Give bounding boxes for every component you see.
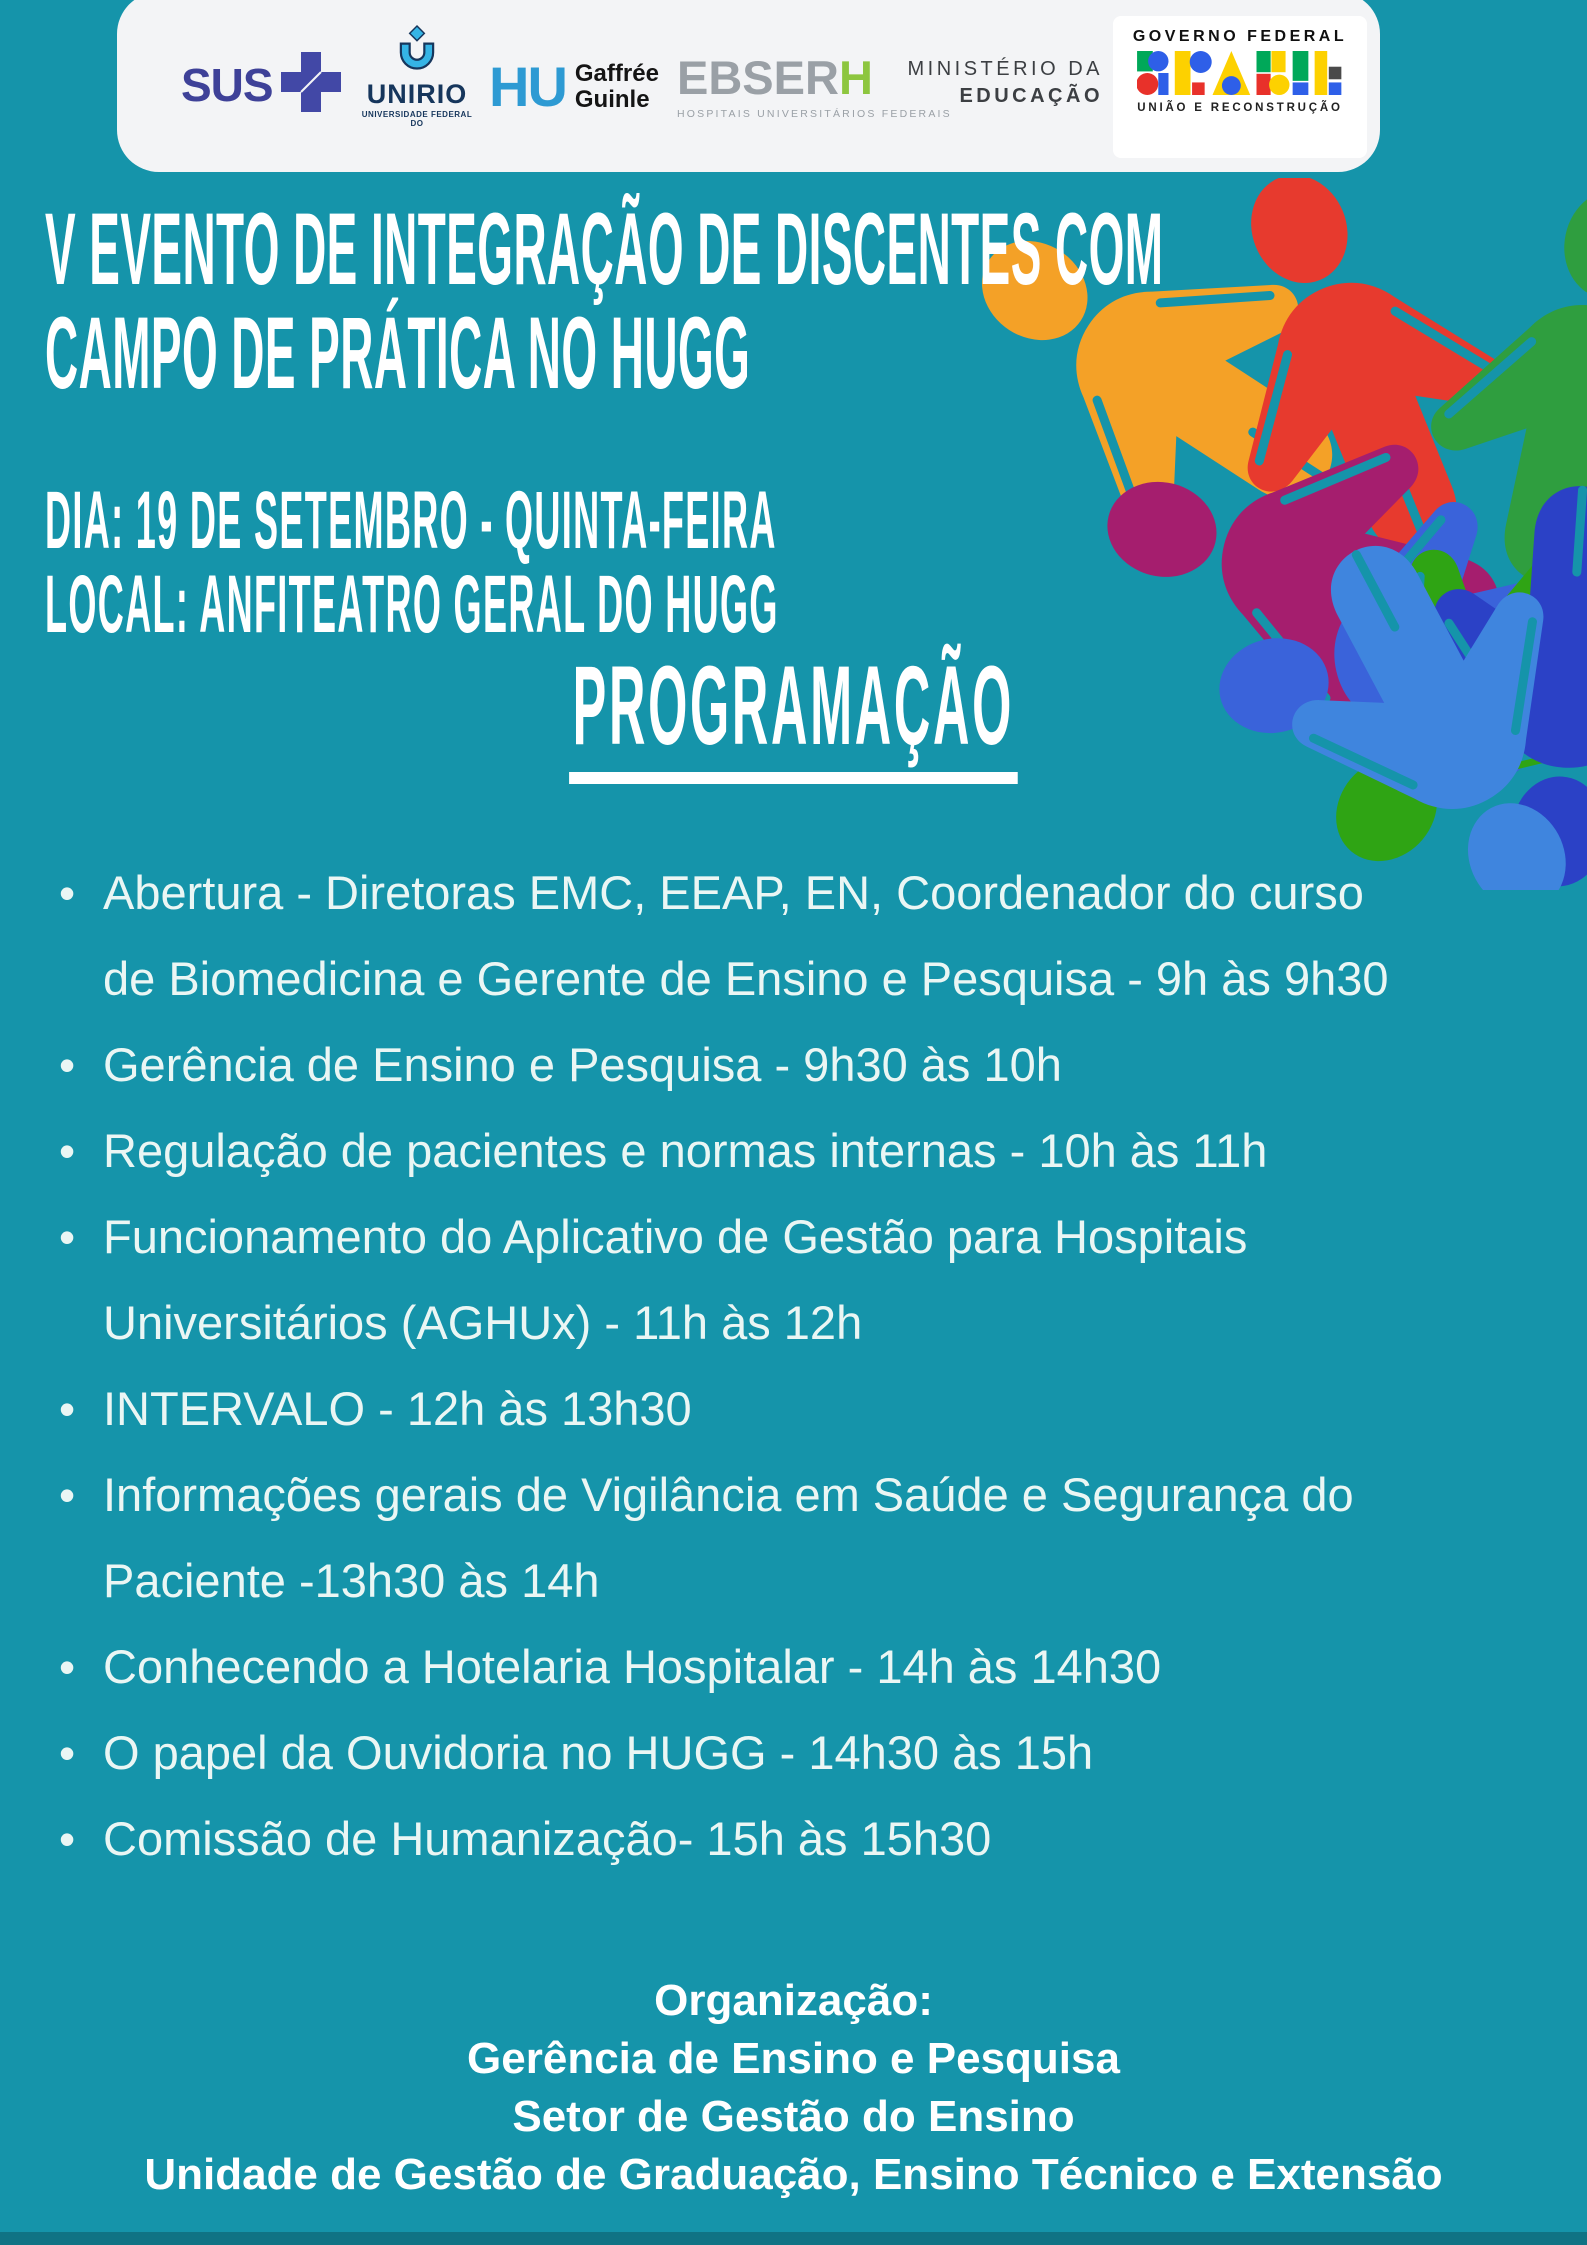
governo-federal-logo <box>1113 16 1367 158</box>
organization-footer <box>0 1972 1587 2204</box>
event-title-line2: CAMPO DE PRÁTICA NO HUGG <box>45 296 751 410</box>
mec-logo <box>905 58 1103 108</box>
brasil-logo <box>1113 51 1367 100</box>
bottom-edge-shadow <box>0 2232 1587 2245</box>
hu-name-line1: Gaffrée <box>574 59 659 87</box>
unirio-mark-icon <box>395 59 439 76</box>
program-item: • Comissão de Humanização- 15h às 15h30 <box>57 1796 1429 1882</box>
ebserh-name: EBSER <box>677 51 839 104</box>
program-list <box>57 850 1429 1882</box>
governo-federal-label: GOVERNO FEDERAL <box>1132 28 1348 45</box>
logo-bar <box>117 0 1380 172</box>
hu-name-line2: Guinle <box>574 85 650 113</box>
ebserh-h: H <box>838 51 873 104</box>
ebserh-subtitle: HOSPITAIS UNIVERSITÁRIOS FEDERAIS <box>677 108 952 120</box>
event-title-line1: V EVENTO DE INTEGRAÇÃO DE DISCENTES COM <box>45 192 1164 306</box>
event-location: LOCAL: ANFITEATRO GERAL DO HUGG <box>45 559 779 650</box>
unirio-subtitle: UNIVERSIDADE FEDERAL DO <box>361 110 473 128</box>
sus-label: SUS <box>181 58 273 111</box>
unirio-logo <box>355 24 479 128</box>
program-item: • Regulação de pacientes e normas internas - 10h às 11h <box>57 1108 1429 1194</box>
governo-federal-slogan: UNIÃO E RECONSTRUÇÃO <box>1137 102 1343 114</box>
hu-abbr: HU <box>489 55 566 118</box>
program-item: • Conhecendo a Hotelaria Hospitalar - 14h às 14h30 <box>57 1624 1429 1710</box>
program-item: • Funcionamento do Aplicativo de Gestão para Hospitais Universitários (AGHUx) - 11h às 12h <box>57 1194 1429 1366</box>
footer-line: Unidade de Gestão de Graduação, Ensino Técnico e Extensão <box>144 2150 1443 2199</box>
program-item: • Informações gerais de Vigilância em Saúde e Segurança do Paciente -13h30 às 14h <box>57 1452 1429 1624</box>
footer-line: Gerência de Ensino e Pesquisa <box>467 2034 1120 2083</box>
footer-line: Setor de Gestão do Ensino <box>512 2092 1075 2141</box>
footer-line: Organização: <box>654 1976 933 2025</box>
mec-line2: EDUCAÇÃO <box>959 85 1103 107</box>
program-item: • O papel da Ouvidoria no HUGG - 14h30 às 15h <box>57 1710 1429 1796</box>
section-heading-programacao: PROGRAMAÇÃO <box>569 650 1017 784</box>
unirio-name: UNIRIO <box>366 79 468 109</box>
program-item: • Abertura - Diretoras EMC, EEAP, EN, Coordenador do curso de Biomedicina e Gerente de Ensino e Pesquisa - 9h às 9h30 <box>57 850 1429 1022</box>
event-date: DIA: 19 DE SETEMBRO - QUINTA-FEIRA <box>45 475 777 566</box>
hu-gaffree-guinle-logo <box>489 54 659 119</box>
mec-line1: MINISTÉRIO DA <box>907 58 1103 80</box>
sus-cross-icon <box>279 50 343 119</box>
sus-logo <box>181 50 343 119</box>
program-item: • INTERVALO - 12h às 13h30 <box>57 1366 1429 1452</box>
program-item: • Gerência de Ensino e Pesquisa - 9h30 às 10h <box>57 1022 1429 1108</box>
